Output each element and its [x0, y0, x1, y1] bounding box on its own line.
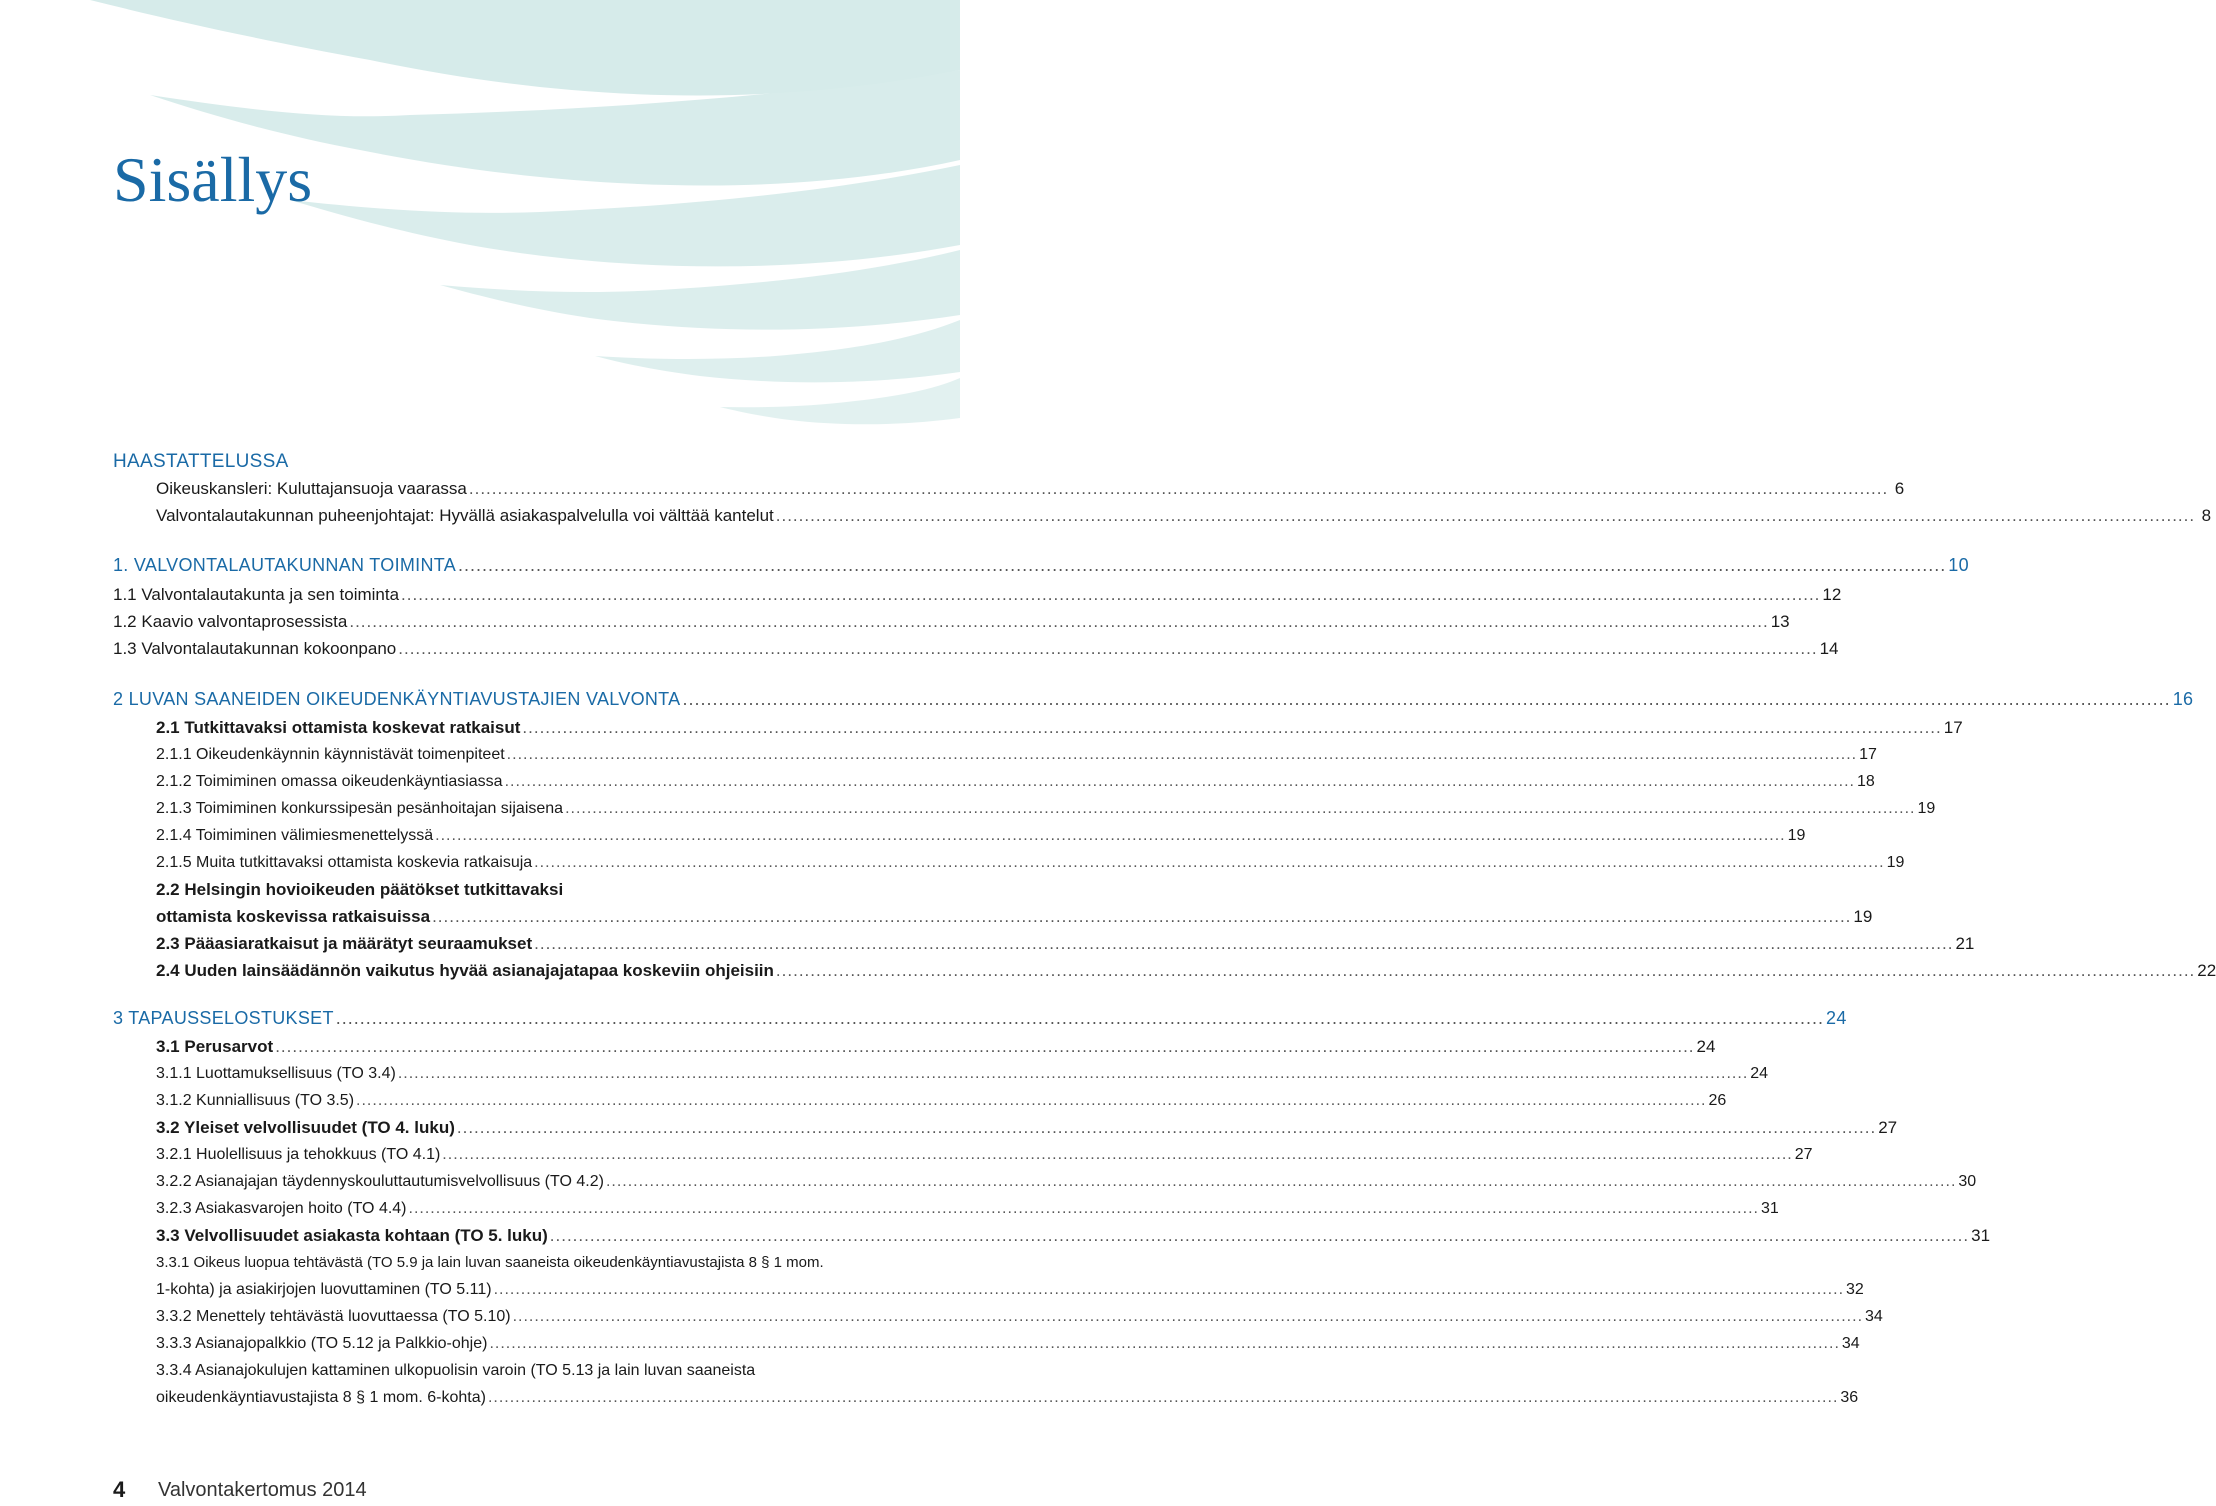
toc-entry[interactable] — [156, 1169, 1977, 1194]
toc-entry-page: 19 — [1886, 854, 1905, 871]
toc-leader — [776, 958, 2195, 983]
toc-entry-label: 1.2 Kaavio valvontaprosessista — [113, 612, 348, 631]
toc-heading-page: 10 — [1948, 555, 1969, 575]
toc-entry-page: 34 — [1865, 1308, 1883, 1325]
toc-entry-line: 2.2 Helsingin hovioikeuden päätökset tutkittavaksi — [156, 880, 564, 899]
toc-entry-label: 3.2.2 Asianajajan täydennyskouluttautumisvelvollisuus (TO 4.2) — [156, 1173, 604, 1190]
toc-entry-label: 3.3.3 Asianajopalkkio (TO 5.12 ja Palkkio-ohje) — [156, 1335, 488, 1352]
toc-entry-line: 3.3.4 Asianajokulujen kattaminen ulkopuolisin varoin (TO 5.13 ja lain luvan saaneista — [156, 1362, 756, 1379]
toc-heading-section-3[interactable] — [113, 1006, 1847, 1031]
toc-entry-label: 3.3.2 Menettely tehtävästä luovuttaessa (TO 5.10) — [156, 1308, 511, 1325]
toc-entry[interactable] — [156, 1385, 1859, 1410]
toc-leader — [488, 1385, 1838, 1410]
toc-entry[interactable] — [156, 958, 2216, 983]
toc-entry[interactable] — [156, 1223, 1991, 1248]
toc-entry-page: 36 — [1840, 1389, 1859, 1406]
toc-entry-label: 3.2 Yleiset velvollisuudet (TO 4. luku) — [156, 1118, 455, 1137]
toc-leader — [682, 687, 2170, 712]
toc-leader — [606, 1169, 1956, 1194]
toc-heading-label: 1. VALVONTALAUTAKUNNAN TOIMINTA — [113, 555, 457, 575]
toc-heading-section-1[interactable] — [113, 553, 1969, 578]
toc-entry-label: 2.1.5 Muita tutkittavaksi ottamista koskevia ratkaisuja — [156, 854, 533, 871]
toc-entry-page: 19 — [1853, 907, 1873, 926]
toc-entry-page: 21 — [1955, 934, 1975, 953]
toc-leader — [409, 1196, 1759, 1221]
toc-entry-label: 3.2.1 Huolellisuus ja tehokkuus (TO 4.1) — [156, 1146, 441, 1163]
toc-leader — [505, 769, 1855, 794]
toc-entry[interactable] — [156, 1061, 1769, 1086]
toc-leader — [457, 1115, 1876, 1140]
toc-entry-label: 2.1.4 Toimiminen välimiesmenettelyssä — [156, 827, 434, 844]
toc-entry-label: ottamista koskevissa ratkaisuissa — [156, 907, 431, 926]
page-title: Sisällys — [113, 144, 313, 215]
toc-entry[interactable] — [113, 582, 1842, 607]
toc-entry-line: 3.3.1 Oikeus luopua tehtävästä (TO 5.9 ja lain luvan saaneista oikeudenkäyntiavustajista 8 § 1 mom. — [156, 1254, 824, 1271]
toc-entry[interactable] — [156, 1331, 1860, 1356]
toc-leader — [336, 1006, 1824, 1031]
toc-entry[interactable] — [156, 1088, 1727, 1113]
toc-entry-label: Valvontalautakunnan puheenjohtajat: Hyvällä asiakaspalvelulla voi välttää kantelut — [156, 506, 774, 525]
toc-leader — [550, 1223, 1969, 1248]
toc-entry-page: 30 — [1958, 1173, 1977, 1190]
toc-entry-page: 19 — [1917, 800, 1936, 817]
footer-page-number: 4 — [113, 1477, 126, 1502]
toc-entry-page: 8 — [2201, 506, 2212, 525]
toc-entry-label: 2.4 Uuden lainsäädännön vaikutus hyvää asianajajatapaa koskeviin ohjeisiin — [156, 961, 774, 980]
toc-heading-section-2[interactable] — [113, 687, 2194, 712]
toc-leader — [534, 931, 1953, 956]
toc-leader — [458, 553, 1946, 578]
toc-entry-page: 13 — [1770, 612, 1790, 631]
toc-leader — [432, 904, 1851, 929]
toc-entry-page: 26 — [1708, 1092, 1727, 1109]
toc-entry-page: 24 — [1696, 1037, 1716, 1056]
toc-entry[interactable] — [156, 1304, 1883, 1329]
toc-entry[interactable] — [156, 715, 1963, 740]
toc-leader — [507, 742, 1857, 767]
toc-entry-label: 1.1 Valvontalautakunta ja sen toiminta — [113, 585, 400, 604]
toc-heading-page: 16 — [2172, 689, 2194, 709]
toc-entry-page: 34 — [1841, 1335, 1860, 1352]
toc-entry[interactable] — [156, 742, 1877, 767]
toc-entry-page: 32 — [1846, 1281, 1864, 1298]
toc-entry[interactable] — [156, 1277, 1864, 1302]
toc-entry[interactable] — [156, 823, 1806, 848]
toc-leader — [522, 715, 1941, 740]
toc-heading-page: 24 — [1826, 1008, 1847, 1028]
toc-leader — [776, 503, 2195, 528]
toc-entry-page: 12 — [1822, 585, 1842, 604]
toc-entry-page: 27 — [1794, 1146, 1813, 1163]
toc-entry[interactable] — [156, 1115, 1898, 1140]
wing-decoration — [0, 0, 960, 440]
toc-entry-label: 2.1.2 Toimiminen omassa oikeudenkäyntiasiassa — [156, 773, 503, 790]
toc-heading-haastattelussa: HAASTATTELUSSA — [113, 451, 289, 472]
toc-leader — [398, 1061, 1748, 1086]
toc-entry-label: 1.3 Valvontalautakunnan kokoonpano — [113, 639, 397, 658]
toc-entry[interactable] — [156, 931, 1975, 956]
toc-entry[interactable] — [113, 609, 1790, 634]
toc-leader — [356, 1088, 1706, 1113]
toc-entry[interactable] — [156, 850, 1905, 875]
toc-leader — [398, 636, 1817, 661]
toc-entry-page: 17 — [1943, 718, 1963, 737]
toc-entry[interactable] — [156, 476, 1905, 501]
toc-entry-label: 2.1 Tutkittavaksi ottamista koskevat ratkaisut — [156, 718, 521, 737]
toc-leader — [534, 850, 1884, 875]
toc-entry[interactable] — [156, 796, 1936, 821]
footer-publication: Valvontakertomus 2014 — [158, 1479, 367, 1501]
toc-entry-label: 3.1.1 Luottamuksellisuus (TO 3.4) — [156, 1065, 396, 1082]
toc-leader — [435, 823, 1785, 848]
toc-entry[interactable] — [156, 769, 1875, 794]
toc-heading-label: 2 LUVAN SAANEIDEN OIKEUDENKÄYNTIAVUSTAJIEN VALVONTA — [113, 689, 681, 709]
toc-leader — [349, 609, 1768, 634]
toc-entry-label: 2.1.3 Toimiminen konkurssipesän pesänhoitajan sijaisena — [156, 800, 564, 817]
toc-entry-page: 17 — [1859, 746, 1877, 763]
toc-entry-label: 3.2.3 Asiakasvarojen hoito (TO 4.4) — [156, 1200, 407, 1217]
toc-entry-label: 3.1 Perusarvot — [156, 1037, 274, 1056]
toc-entry-label: 3.3 Velvollisuudet asiakasta kohtaan (TO 5. luku) — [156, 1226, 548, 1245]
toc-entry-label: oikeudenkäyntiavustajista 8 § 1 mom. 6-kohta) — [156, 1389, 486, 1406]
toc-heading-label: 3 TAPAUSSELOSTUKSET — [113, 1008, 334, 1028]
toc-entry[interactable] — [156, 1142, 1813, 1167]
toc-entry[interactable] — [156, 1034, 1716, 1059]
toc-entry[interactable] — [113, 636, 1839, 661]
toc-entry-label: 2.1.1 Oikeudenkäynnin käynnistävät toimenpiteet — [156, 746, 505, 763]
toc-leader — [275, 1034, 1694, 1059]
toc-entry[interactable] — [156, 1196, 1779, 1221]
toc-entry-page: 31 — [1760, 1200, 1779, 1217]
toc-entry-label: 2.3 Pääasiaratkaisut ja määrätyt seuraamukset — [156, 934, 533, 953]
toc-entry-page: 24 — [1750, 1065, 1769, 1082]
toc-leader — [442, 1142, 1792, 1167]
toc-entry-label: 1-kohta) ja asiakirjojen luovuttaminen (TO 5.11) — [156, 1281, 492, 1298]
toc-leader — [494, 1277, 1844, 1302]
toc-entry[interactable] — [156, 503, 2212, 528]
toc-entry-page: 27 — [1878, 1118, 1898, 1137]
toc-entry-label: 3.1.2 Kunniallisuus (TO 3.5) — [156, 1092, 355, 1109]
toc-entry-page: 18 — [1857, 773, 1875, 790]
toc-leader — [513, 1304, 1863, 1329]
toc-entry-label: Oikeuskansleri: Kuluttajansuoja vaarassa — [156, 479, 467, 498]
toc-entry-page: 31 — [1971, 1226, 1991, 1245]
toc-entry-page: 6 — [1894, 479, 1905, 498]
toc-entry-page: 22 — [2197, 961, 2216, 980]
toc-entry-page: 19 — [1787, 827, 1806, 844]
toc-leader — [565, 796, 1915, 821]
toc-leader — [469, 476, 1888, 501]
toc-leader — [401, 582, 1820, 607]
toc-leader — [489, 1331, 1839, 1356]
toc-entry[interactable] — [156, 904, 1873, 929]
toc-entry-page: 14 — [1819, 639, 1839, 658]
